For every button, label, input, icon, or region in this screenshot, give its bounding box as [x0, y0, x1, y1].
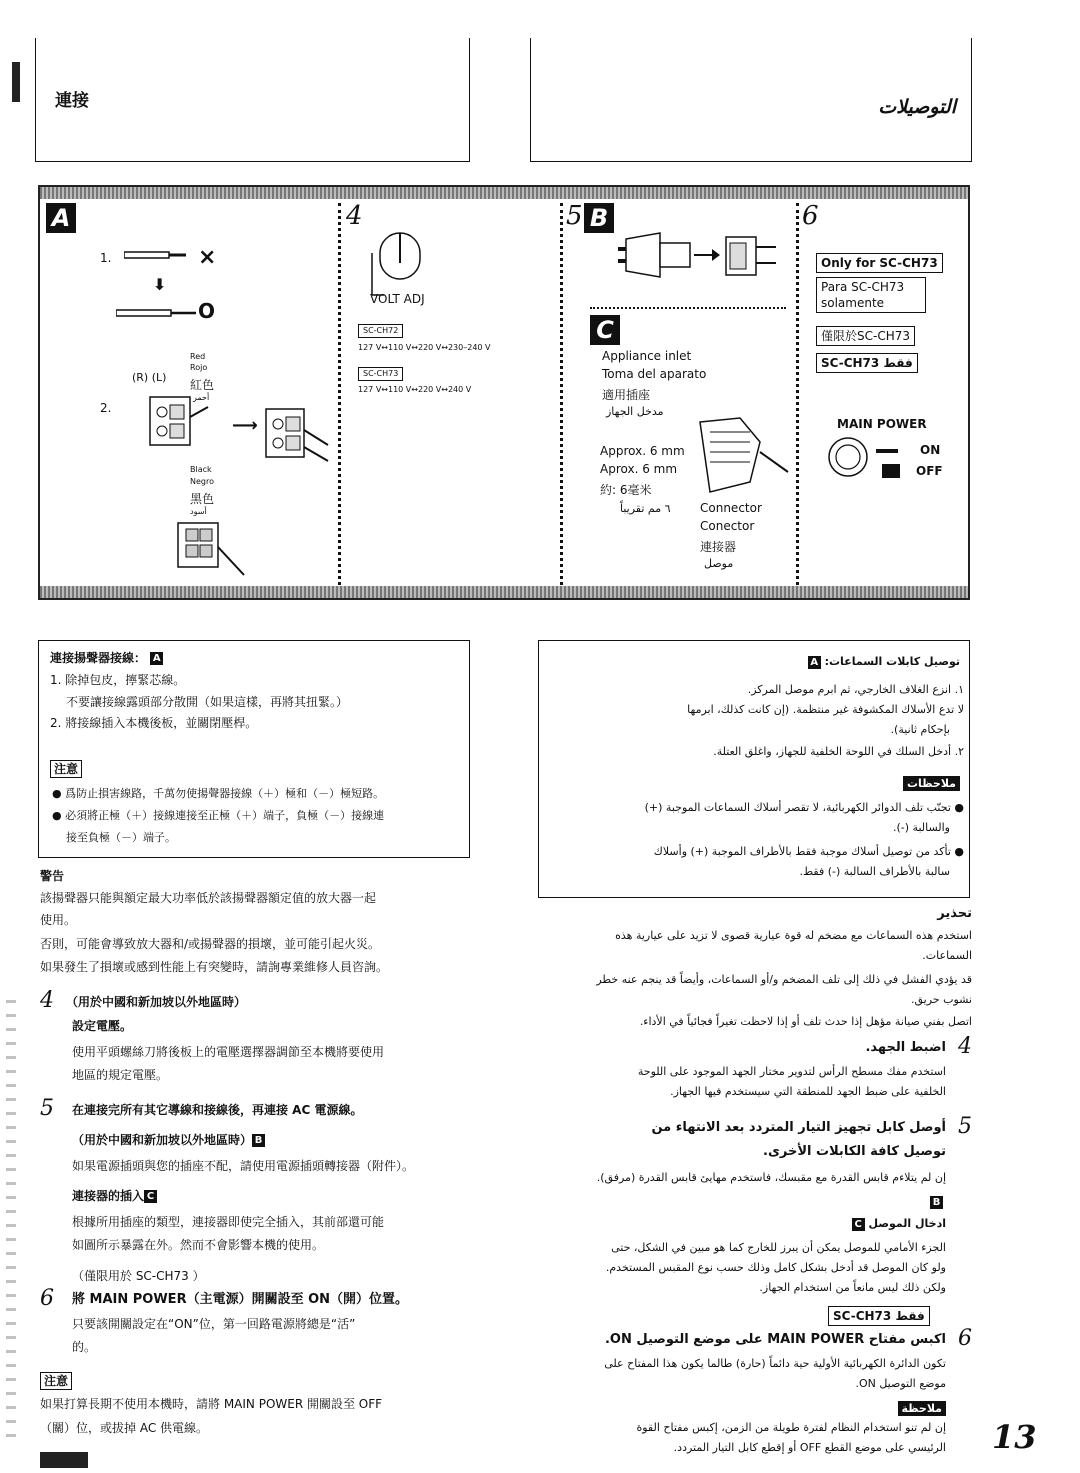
separator-a-4 [338, 203, 341, 585]
zh-caution-2: ● 必須將正極（＋）接線連接至正極（＋）端子，負極（－）接線連 [52, 809, 385, 822]
zh-step5-sub [72, 1130, 265, 1150]
volt-selector-icon [360, 223, 450, 303]
zh-note-label: 注意 [40, 1372, 72, 1390]
connector-es: Conector [700, 519, 755, 533]
a-black-es: Negro [190, 477, 214, 486]
ar-step5-num: 5 [958, 1114, 972, 1139]
zh-step5-sub-text: （用於中國和新加坡以外地區時） [72, 1133, 253, 1147]
off-label: OFF [916, 464, 943, 478]
separator-5-6 [796, 203, 799, 585]
ar-note-2: الرئيسي على موضع القطع OFF أو إقطع كابل التيار المتردد. [673, 1441, 946, 1454]
power-button-icon [826, 435, 870, 479]
zh-note-1: 如果打算長期不使用本機時，請將 MAIN POWER 開關設至 OFF [40, 1397, 383, 1411]
a-black-en: Black [190, 465, 212, 474]
zh-step6-body1: 只要該開關設定在“ON”位，第一回路電源將總是“活” [72, 1317, 356, 1331]
approx-es: Aprox. 6 mm [600, 462, 678, 476]
zh-step5-body1: 如果電源插頭與您的插座不配，請使用電源插頭轉接器（附件）。 [72, 1159, 415, 1173]
illustration-strip [38, 185, 970, 600]
approx-zh: 約: 6毫米 [600, 483, 652, 497]
ar-step4-body1: استخدم مفك مسطح الرأس لتدوير مختار الجهد الموجود على اللوحة [637, 1065, 946, 1078]
ar-warn-3: اتصل بفني صيانة مؤهل إذا حدث تلف أو إذا لاحظت تغيراً فجائياً في الأداء. [639, 1015, 972, 1028]
approx-ar: ٦ مم تقريباً [620, 502, 671, 515]
on-indicator-icon [876, 447, 898, 455]
ar-spk-title [808, 652, 960, 671]
a-step2-label: 2. [100, 401, 112, 415]
ar-caution-label: ملاحظات [903, 776, 960, 791]
zh-warning-title: 警告 [40, 869, 65, 883]
ar-step6-only: SC-CH73 فقط [828, 1306, 930, 1326]
ar-spk-2: ٢. أدخل السلك في اللوحة الخلفية للجهاز، واغلق العتلة. [713, 745, 964, 758]
zh-step5-sub2-text: 連接器的插入 [72, 1189, 145, 1203]
ar-step5-letter-b: B [930, 1196, 943, 1209]
sc-ch73-tag: SC-CH73 [358, 367, 403, 381]
off-indicator-icon [882, 464, 900, 478]
ar-step5-sub2 [852, 1214, 946, 1233]
volt72-label: 127 V↔110 V↔220 V↔230–240 V [358, 343, 491, 352]
zh-caution-2b: 接至負極（－）端子。 [66, 831, 176, 844]
connector-insert-icon [680, 412, 790, 502]
ar-step5-title2: توصيل كافة الكابلات الأخرى. [763, 1144, 946, 1159]
ar-step5-letter-c: C [852, 1218, 865, 1231]
ar-step4-title: اضبط الجهد. [865, 1040, 946, 1055]
zh-step5-num: 5 [40, 1096, 54, 1121]
zh-caution-1: ● 爲防止損害線路，千萬勿使揚聲器接線（＋）極和（－）極短路。 [52, 787, 385, 800]
zh-step5-body2: 根據所用插座的類型，連接器即使完全插入，其前部還可能 [72, 1215, 385, 1229]
main-power-label: MAIN POWER [837, 417, 927, 431]
a-step1-label: 1. [100, 251, 112, 265]
ar-note-1: إن لم تنو استخدام النظام لفترة طويلة من الزمن، إكبس مفتاح القوة [636, 1421, 946, 1434]
para-tag [816, 277, 926, 313]
strip-step4: 4 [346, 201, 363, 231]
ar-caution-tag [903, 772, 960, 791]
ar-step5-body4: ولكن ذلك ليس مانعاً من استخدام الجهاز. [759, 1281, 946, 1294]
zh-caution-label: 注意 [50, 760, 82, 778]
zh-note-2: （關）位，或拔掉 AC 供電線。 [40, 1421, 209, 1435]
page-number: 13 [992, 1418, 1037, 1456]
ar-warn-2b: نشوب حريق. [910, 993, 972, 1006]
para-line1: Para SC-CH73 [821, 280, 905, 294]
ar-step6-body2: موضع التوصيل ON. [855, 1377, 946, 1390]
ar-spk-1c: بإحكام ثانية). [890, 723, 950, 736]
header-ar-title: التوصيلات [878, 96, 956, 118]
a-red-ar: أحمر [193, 393, 210, 402]
ar-warn-1b: السماعات. [922, 949, 972, 962]
ar-note-tag [898, 1397, 946, 1416]
ar-step6-num: 6 [958, 1326, 972, 1351]
ar-step4-num: 4 [958, 1034, 972, 1059]
ar-step5-body1: إن لم يتلاءم قابس القدرة مع مقبسك، فاستخدم مهايئ قابس القدرة (مرفق). [596, 1171, 946, 1184]
zh-spk-1: 1. 除掉包皮，擰緊芯線。 [50, 673, 186, 687]
separator-4-5 [560, 203, 563, 585]
zh-step6-body2: 的。 [72, 1340, 97, 1354]
volt-adj-label: VOLT ADJ [370, 292, 425, 306]
zh-caution-tag [50, 758, 82, 778]
approx-en: Approx. 6 mm [600, 444, 685, 458]
ar-spk-1: ١. انزع الغلاف الخارجي، ثم ابرم موصل المركز. [747, 683, 964, 696]
a-black-zh: 黑色 [190, 492, 215, 506]
ar-note-label: ملاحظة [898, 1401, 946, 1416]
on-label: ON [920, 443, 941, 457]
plug-adaptor-icon [618, 231, 798, 281]
a-black-ar: أسود [190, 507, 207, 516]
ar-only-tag: SC-CH73 فقط [816, 353, 918, 373]
ar-step5-body2: الجزء الأمامي للموصل يمكن أن يبرز للخارج كما هو مبين في الشكل، حتى [611, 1241, 946, 1254]
wire-strip-icon [124, 249, 194, 263]
para-line2: solamente [821, 296, 885, 310]
sc-ch72-tag: SC-CH72 [358, 324, 403, 338]
terminal-closed-icon [262, 405, 332, 475]
bottom-left-marker [40, 1452, 88, 1468]
zh-warn-2: 否則，可能會導致放大器和/或揚聲器的損壞，並可能引起火災。 [40, 937, 381, 951]
ar-step5-title: أوصل كابل تجهيز التيار المتردد بعد الانتهاء من [651, 1120, 946, 1135]
ar-step5-sub2-text: ادخال الموصل [868, 1217, 946, 1230]
badge-a: A [46, 203, 76, 233]
a-red-en: Red [190, 352, 206, 361]
connector-ar: موصل [704, 557, 734, 570]
ar-caution-1: ● تجنّب تلف الدوائر الكهربائية، لا تقصر أسلاك السماعات الموجبة (+) [644, 801, 964, 814]
zh-step4-body2: 地區的規定電壓。 [72, 1068, 169, 1082]
zh-step5-letter-c: C [144, 1190, 157, 1203]
ar-spk-letter-a: A [808, 656, 821, 669]
ar-step4-body2: الخلفية على ضبط الجهد للمنطقة التي سيستخدم فيها الجهاز. [670, 1085, 946, 1098]
terminal-detail-icon [168, 517, 248, 577]
zh-warn-1b: 使用。 [40, 913, 77, 927]
ar-step6-title: اكبس مفتاح MAIN POWER على موضع التوصيل ON. [604, 1332, 946, 1347]
dotted-divider-bc [590, 307, 786, 309]
zh-step5-body3: 如圖所示暴露在外。然而不會影響本機的使用。 [72, 1238, 325, 1252]
zh-step4-title2: 設定電壓。 [72, 1019, 133, 1033]
terminal-open-icon [140, 387, 210, 457]
connector-en: Connector [700, 501, 762, 515]
a-red-zh: 紅色 [190, 378, 215, 392]
arrow-down-icon: ⬇ [153, 275, 167, 294]
zh-step5-sub2 [72, 1186, 157, 1206]
ar-warning-title: تحذير [937, 906, 972, 921]
header-zh-box [35, 38, 470, 162]
only-for-tag: Only for SC-CH73 [816, 253, 943, 273]
inlet-es: Toma del aparato [602, 367, 707, 381]
badge-b: B [584, 203, 614, 233]
zh-only-tag: 僅限於SC-CH73 [816, 326, 915, 346]
a-red-es: Rojo [190, 363, 208, 372]
header-zh-title: 連接 [55, 91, 89, 111]
ar-spk-title-text: توصيل كابلات السماعات: [824, 655, 960, 668]
zh-spk-title-text: 連接揚聲器接線： [50, 651, 147, 665]
zh-note-tag [40, 1370, 72, 1390]
inlet-ar: مدخل الجهاز [606, 405, 664, 418]
strip-step5: 5 [566, 201, 583, 231]
wire-twisted-icon [116, 307, 201, 321]
zh-step4-body1: 使用平頭螺絲刀將後板上的電壓選擇器調節至本機將要使用 [72, 1045, 385, 1059]
arrow-right-icon: ⟶ [232, 415, 258, 436]
zh-step5-letter-b: B [252, 1134, 265, 1147]
ar-step5-body3: ولو كان الموصل قد أدخل بشكل كامل وذلك حسب نوع المقبس المستخدم. [605, 1261, 946, 1274]
connector-zh: 連接器 [700, 540, 737, 554]
right-mark-icon: O [198, 299, 216, 323]
a-rl-label: (R) (L) [132, 371, 167, 384]
ar-warn-2: قد يؤدي الفشل في ذلك إلى تلف المضخم و/أو السماعات، وأيضاً قد ينجم عنه خطر [596, 973, 972, 986]
inlet-zh: 適用插座 [602, 388, 651, 402]
zh-spk-1b: 不要讓接線露頭部分散開（如果這樣，再將其扭緊。） [66, 695, 349, 709]
volt73-label: 127 V↔110 V↔220 V↔240 V [358, 385, 472, 394]
ar-caution-2b: سالبة بالأطراف السالبة (-) فقط. [799, 865, 950, 878]
ar-step6-body1: تكون الدائرة الكهربائية الأولية حية دائماً (حارة) طالما يكون هذا المفتاح على [604, 1357, 946, 1370]
strip-bottom-border [40, 586, 968, 598]
ar-caution-2: ● تأكد من توصيل أسلاك موجبة فقط بالأطراف الموجبة (+) وأسلاك [653, 845, 964, 858]
badge-c: C [590, 315, 620, 345]
zh-step4-title: （用於中國和新加坡以外地區時） [66, 995, 247, 1009]
zh-step6-only: （僅限用於 SC-CH73 ） [72, 1269, 205, 1283]
inlet-en: Appliance inlet [602, 349, 692, 363]
ar-step5-letter-b-wrap [930, 1192, 943, 1211]
ar-caution-1b: والسالبة (-). [893, 821, 950, 834]
zh-step5-title: 在連接完所有其它導線和接線後，再連接 AC 電源線。 [72, 1103, 363, 1117]
strip-step6: 6 [802, 201, 819, 231]
zh-warn-3: 如果發生了損壞或感到性能上有突變時，請詢專業維修人員咨詢。 [40, 960, 389, 974]
zh-warn-1: 該揚聲器只能與額定最大功率低於該揚聲器額定值的放大器一起 [40, 891, 377, 905]
zh-step6-title: 將 MAIN POWER（主電源）開關設至 ON（開）位置。 [72, 1292, 409, 1307]
wrong-mark-icon: × [198, 245, 217, 270]
zh-spk-letter-a: A [150, 652, 163, 665]
left-margin-noise [6, 1000, 16, 1440]
zh-step6-num: 6 [40, 1286, 54, 1311]
strip-top-border [40, 187, 968, 199]
left-margin-marker [12, 62, 20, 102]
ar-spk-1b: لا تدع الأسلاك المكشوفة غير منتظمة. (إن كانت كذلك، ابرمها [687, 703, 964, 716]
zh-spk-title [50, 648, 163, 668]
zh-spk-2: 2. 將接線插入本機後板，並關閉壓桿。 [50, 716, 258, 730]
zh-step4-num: 4 [40, 988, 54, 1013]
ar-warn-1: استخدم هذه السماعات مع مضخم له قوة عيارية قصوى لا تزيد على عيارية هذه [615, 929, 972, 942]
